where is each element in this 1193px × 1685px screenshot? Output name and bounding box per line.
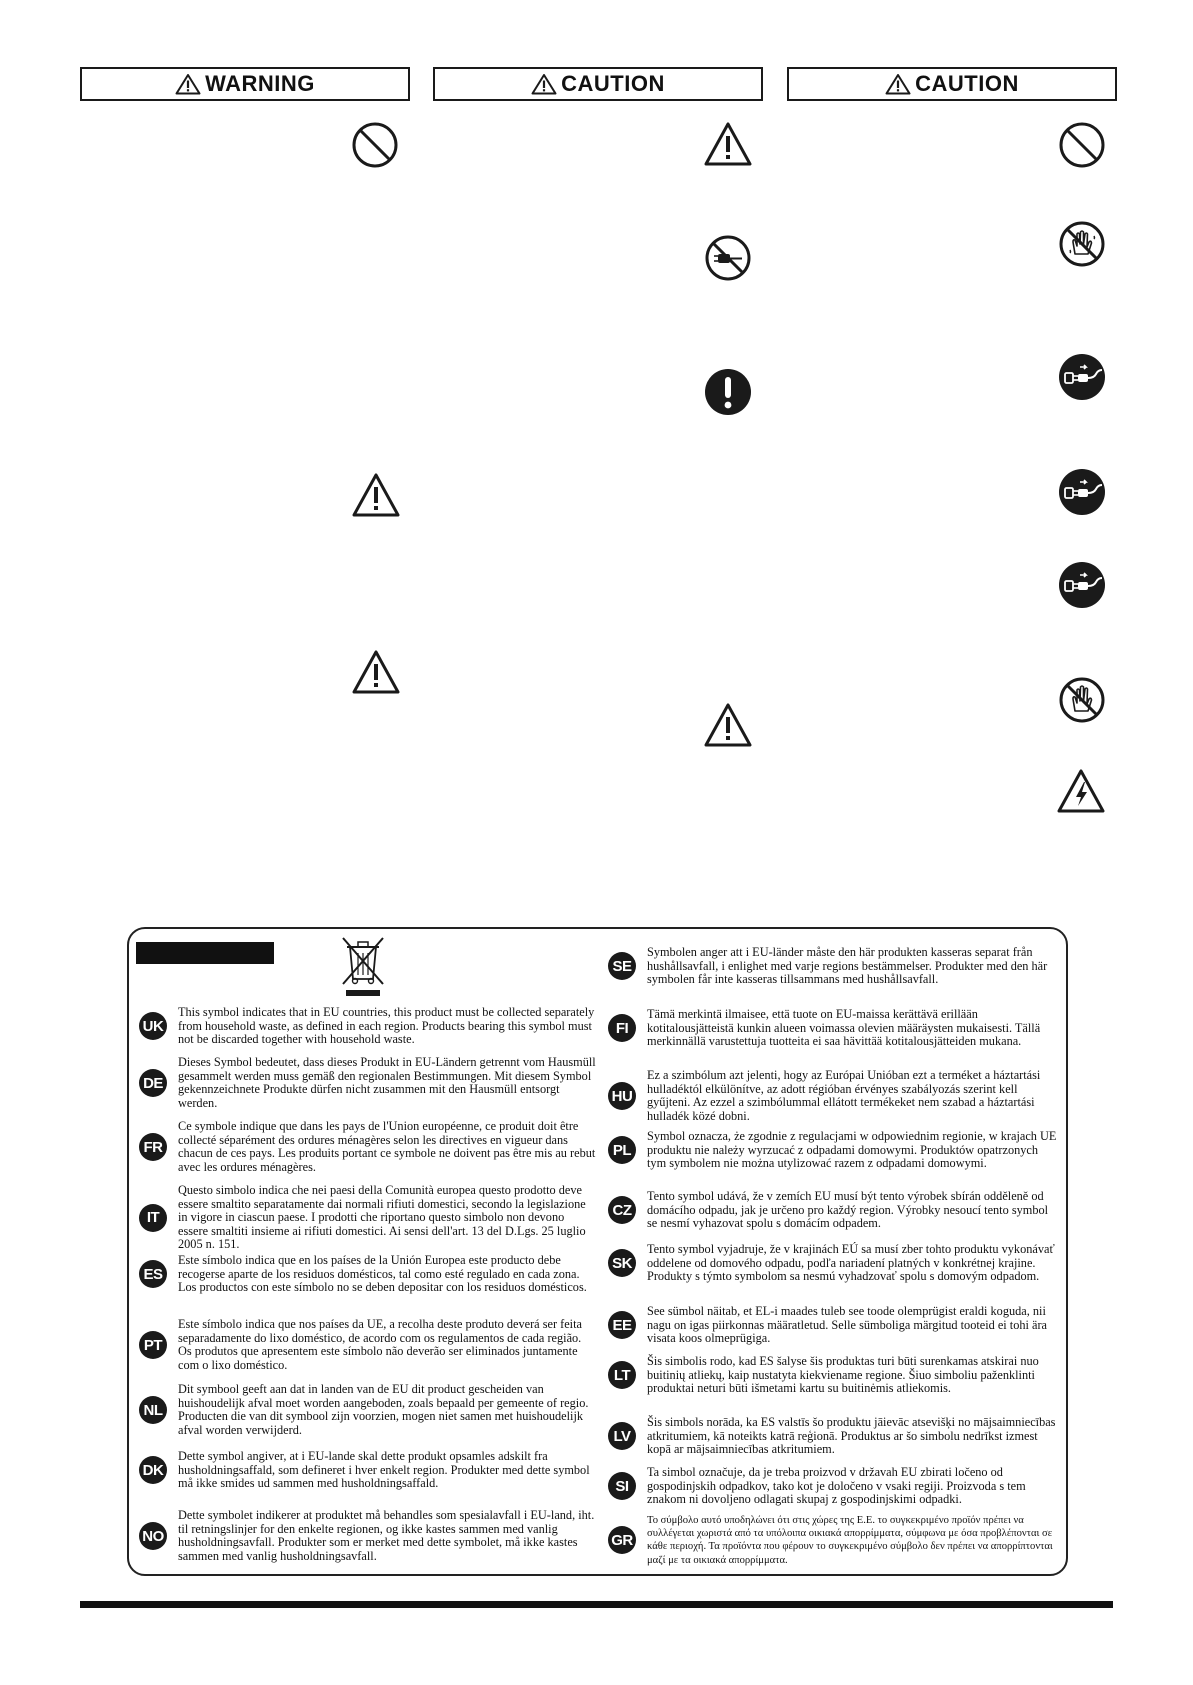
eu-notice-entry-se [608,946,1057,987]
eu-notice-text-gr: Το σύμβολο αυτό υποδηλώνει ότι στις χώρες της Ε.Ε. το συγκεκριμένο προϊόν πρέπει να συλλέγεται χωριστά από τα υπόλοιπα οικιακά απορρίμματα, σύμφωνα με όσα προβλέπονται σε κάθε περιοχή. Τα προϊόντα που φέρουν το συγκεκριμένο σύμβολο δεν πρέπει να απορρίπτονται μαζί με τα οικιακά απορρίμματα. [647,1515,1053,1566]
prohibited-icon [1058,121,1106,169]
unplug-power-icon [1058,353,1106,401]
unplug-power-icon [1058,561,1106,609]
eu-notice-entry-ee [608,1305,1057,1346]
eu-notice-entry-si [608,1466,1057,1507]
eu-notice-text-no: Dette symbolet indikerer at produktet må behandles som spesialavfall i EU-land, iht. til retningslinjer for den enkelte regionen, og ikke kastes sammen med vanlig husholdningsavfall. Produkter som er merket med dette symbolet, må ikke kastes sammen med vanlig husholdningsavfall. [178,1508,595,1563]
eu-notice-text-uk: This symbol indicates that in EU countries, this product must be collected separately from household waste, as defined in each region. Products bearing this symbol must not be discarded together with household waste. [178,1005,595,1047]
warning-header-label: WARNING [205,71,315,96]
eu-notice-text-de: Dieses Symbol bedeutet, dass dieses Produkt in EU-Ländern getrennt vom Hausmüll gesammelt werden muss gemäß den regionalen Bestimmungen. Mit diesem Symbol gekennzeichnete Produkte dürfen nicht zusammen mit den Hausmüll entsorgt werden. [178,1055,596,1110]
eu-notice-text-fi: Tämä merkintä ilmaisee, että tuote on EU-maissa kerättävä erillään kotitalousjätteistä kunkin alueen voimassa olevien määräysten mukaisesti. Tällä merkinnällä varustettuja tuotteita ei saa hävittää kotitalousjätteiden mukana. [647,1007,1041,1049]
eu-notice-entry-de [139,1056,596,1110]
caution-triangle-icon [703,121,753,167]
country-badge-lv: LV [608,1422,636,1450]
country-badge-fi: FI [608,1014,636,1042]
caution-header-label-2: CAUTION [915,71,1019,96]
country-badge-es: ES [139,1260,167,1288]
country-badge-hu: HU [608,1082,636,1110]
eu-notice-text-dk: Dette symbol angiver, at i EU-lande skal dette produkt opsamles adskilt fra husholdningsaffald, som defineret i hver enkelt region. Produkter med dette symbol må ikke smides ud sammen med husholdningsaffald. [178,1449,590,1491]
eu-notice-entry-pt [139,1318,596,1372]
eu-notice-text-ee: See sümbol näitab, et EL-i maades tuleb see toode olemprügist eraldi koguda, nii nagu on igas piirkonnas määratletud. Selle sümboliga märgitud tooteid ei tohi ära visata koos olmeprügiga. [647,1304,1048,1346]
country-badge-sk: SK [608,1249,636,1277]
country-badge-cz: CZ [608,1196,636,1224]
eu-notice-text-it: Questo simbolo indica che nei paesi della Comunità europea questo prodotto deve essere smaltito separatamente dai normali rifiuti domestici, secondo la legislazione in vigore in ciascun paese. I prodotti che riportano questo simbolo non devono essere smaltiti insieme ai rifiuti domestici. Ai sensi dell'art. 13 del D.Lgs. 25 luglio 2005 n. 151. [178,1183,586,1252]
eu-notice-entry-hu [608,1069,1057,1123]
caution-triangle-icon [351,649,401,695]
warning-header [80,67,410,101]
page-footer-rule [80,1601,1113,1608]
country-badge-pl: PL [608,1136,636,1164]
mandatory-action-icon [704,368,752,416]
caution-header-label-1: CAUTION [561,71,665,96]
eu-notice-entry-lv [608,1416,1057,1457]
country-badge-pt: PT [139,1331,167,1359]
eu-notice-text-pl: Symbol oznacza, że zgodnie z regulacjami w odpowiednim regionie, w krajach UE produktu nie należy wyrzucać z odpadami domowymi. Produktów opatrzonych tym symbolem nie można utylizować razem z odpadami domowymi. [647,1129,1057,1171]
caution-triangle-icon [885,73,911,95]
country-badge-fr: FR [139,1133,167,1161]
eu-notice-text-hu: Ez a szimbólum azt jelenti, hogy az Európai Unióban ezt a terméket a háztartási hulladéktól elkülönítve, az adott régióban érvényes szabályozás szerint kell gyűjteni. Az ezzel a szimbólummal ellátott termékeket nem szabad a háztartási hulladék közé dobni. [647,1068,1041,1123]
country-badge-de: DE [139,1069,167,1097]
do-not-touch-wet-hands-icon [1058,220,1106,268]
electric-shock-hazard-icon [1056,768,1106,814]
caution-header-1 [433,67,763,101]
eu-notice-text-si: Ta simbol označuje, da je treba proizvod v državah EU zbirati ločeno od gospodinjskih odpadkov, tako kot je določeno v vsaki regiji. Proizvoda s tem znakom ni dovoljeno odlagati skupaj z gospodinjskimi odpadki. [647,1465,1026,1507]
eu-notice-text-lt: Šis simbolis rodo, kad ES šalyse šis produktas turi būti surenkamas atskirai nuo buitinių atliekų, kaip nustatyta kiekvienamе regione. Šiuo simboliu paženklinti produktai neturi būti išmetami kartu su buitinėmis atliekomis. [647,1354,1039,1396]
do-not-pull-cord-icon [704,234,752,282]
eu-notice-entry-dk [139,1450,596,1491]
eu-notice-entry-it [139,1184,596,1252]
country-badge-no: NO [139,1522,167,1550]
eu-notice-entry-gr [608,1514,1057,1567]
eu-notice-text-sk: Tento symbol vyjadruje, že v krajinách EÚ sa musí zber tohto produktu vykonávať oddelene od domového odpadu, podľa nariadení platných v konkrétnej krajine. Produkty s týmto symbolom sa nesmú vyhadzovať spolu s domovým odpadom. [647,1242,1055,1284]
country-badge-si: SI [608,1472,636,1500]
notice-title-bar [136,942,274,964]
eu-notice-entry-uk [139,1006,596,1047]
eu-notice-entry-lt [608,1355,1057,1396]
eu-notice-text-fr: Ce symbole indique que dans les pays de l'Union européenne, ce produit doit être collecté séparément des ordures ménagères selon les directives en vigueur dans chacun de ces pays. Les produits portant ce symbole ne doivent pas être mis au rebut avec les ordures ménagères. [178,1119,596,1174]
eu-notice-text-pt: Este símbolo indica que nos países da UE, a recolha deste produto deverá ser feita separadamente do lixo doméstico, de acordo com os regulamentos de cada região. Os produtos que apresentem este símbolo não deverão ser eliminados juntamente com o lixo doméstico. [178,1317,582,1372]
eu-notice-entry-pl [608,1130,1057,1171]
eu-notice-entry-fi [608,1008,1057,1049]
eu-notice-entry-es [139,1254,596,1295]
eu-notice-text-nl: Dit symbool geeft aan dat in landen van de EU dit product gescheiden van huishoudelijk afval moet worden aangeboden, zoals bepaald per gemeente of regio. Producten die van dit symbool zijn voorzien, mogen niet samen met huishoudelijk afval worden verwijderd. [178,1382,589,1437]
eu-notice-entry-sk [608,1243,1057,1284]
caution-header-2 [787,67,1117,101]
eu-notice-text-cz: Tento symbol udává, že v zemích EU musí být tento výrobek sbírán odděleně od domácího odpadu, jak je určeno pro každý region. Výrobky nesoucí tento symbol se nesmí vyhazovat spolu s domácím odpadem. [647,1189,1049,1231]
eu-notice-entry-no [139,1509,596,1563]
eu-notice-text-se: Symbolen anger att i EU-länder måste den här produkten kasseras separat från hushållsavfall, i enlighet med varje regions bestämmelser. Produkter med den här symbolen får inte kasseras tillsammans med hushållsavfall. [647,945,1048,987]
eu-notice-text-es: Este símbolo indica que en los países de la Unión Europea este producto debe recogerse aparte de los residuos domésticos, tal como esté regulado en cada zona. Los productos con este símbolo no se deben depositar con los residuos domésticos. [178,1253,587,1295]
country-badge-nl: NL [139,1396,167,1424]
caution-triangle-icon [703,702,753,748]
unplug-power-icon [1058,468,1106,516]
country-badge-uk: UK [139,1012,167,1040]
warning-triangle-icon [175,73,201,95]
prohibited-icon [351,121,399,169]
caution-triangle-icon [531,73,557,95]
eu-notice-entry-fr [139,1120,596,1174]
eu-notice-text-lv: Šis simbols norāda, ka ES valstīs šo produktu jāievāc atsevišķi no mājsaimniecības atkritumiem, kā noteikts katrā reģionā. Produktus ar šo simbolu nedrīkst izmest kopā ar mājsaimniecības atkritumiem. [647,1415,1056,1457]
country-badge-lt: LT [608,1361,636,1389]
crossed-out-bin-icon [340,935,386,997]
country-badge-se: SE [608,952,636,980]
do-not-touch-icon [1058,676,1106,724]
caution-triangle-icon [351,472,401,518]
eu-notice-entry-nl [139,1383,596,1437]
country-badge-gr: GR [608,1526,636,1554]
eu-notice-entry-cz [608,1190,1057,1231]
country-badge-it: IT [139,1204,167,1232]
country-badge-dk: DK [139,1456,167,1484]
country-badge-ee: EE [608,1311,636,1339]
